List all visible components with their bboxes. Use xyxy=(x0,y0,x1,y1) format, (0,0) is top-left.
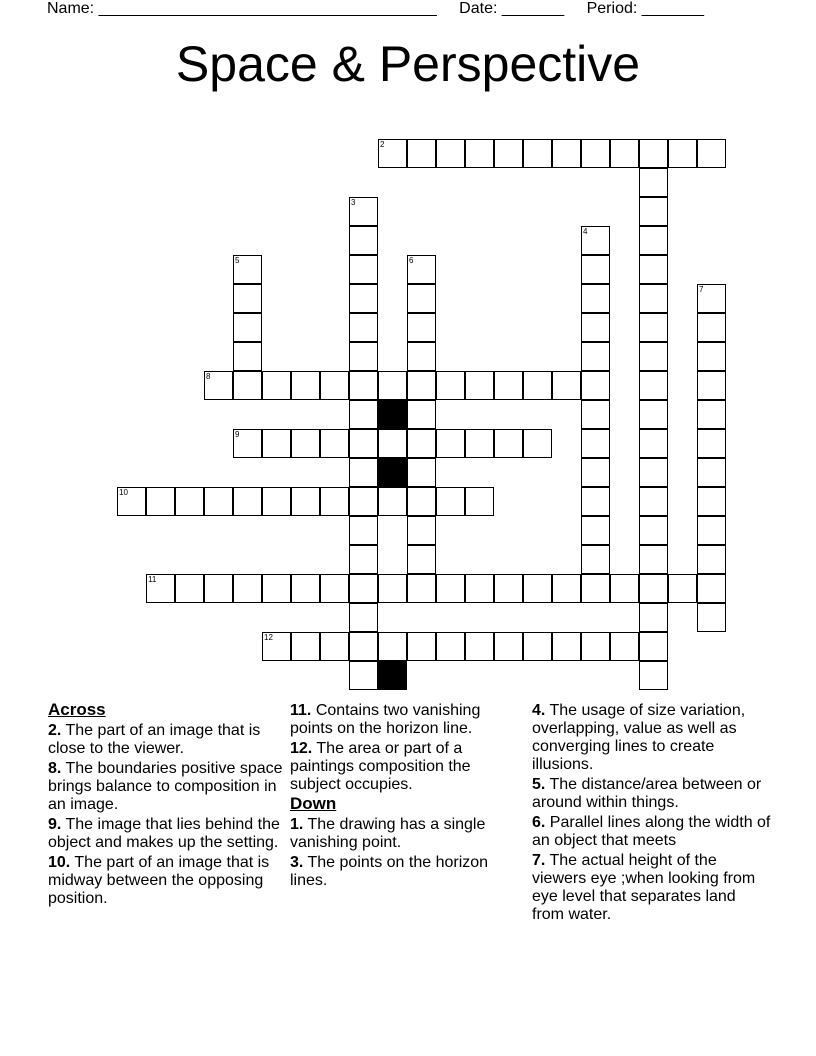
crossword-cell[interactable] xyxy=(378,139,407,168)
crossword-cell[interactable] xyxy=(581,400,610,429)
down-clues-column-3 xyxy=(532,702,772,924)
crossword-cell[interactable] xyxy=(407,313,436,342)
clue-across-11: 11. Contains two vanishing points on the horizon line. xyxy=(290,702,481,737)
crossword-cell[interactable] xyxy=(349,429,378,458)
crossword-cell[interactable] xyxy=(349,342,378,371)
crossword-cell[interactable] xyxy=(378,487,407,516)
crossword-cell[interactable] xyxy=(581,458,610,487)
crossword-cell[interactable] xyxy=(262,487,291,516)
clue-number: 5 xyxy=(235,256,240,265)
clue-down-3: 3. The points on the horizon lines. xyxy=(290,854,489,889)
crossword-cell[interactable] xyxy=(581,313,610,342)
clue-across-12: 12. The area or part of a paintings composition the subject occupies. xyxy=(290,740,471,793)
clues-column-2 xyxy=(290,702,518,890)
crossword-cell[interactable] xyxy=(378,574,407,603)
crossword-cell[interactable] xyxy=(581,342,610,371)
crossword-cell[interactable] xyxy=(117,487,146,516)
crossword-cell[interactable] xyxy=(407,342,436,371)
crossword-cell[interactable] xyxy=(639,342,668,371)
crossword-cell[interactable] xyxy=(349,545,378,574)
crossword-cell[interactable] xyxy=(639,197,668,226)
crossword-cell[interactable] xyxy=(407,429,436,458)
across-clues-column-1 xyxy=(48,700,284,908)
crossword-cell[interactable] xyxy=(523,429,552,458)
crossword-cell[interactable] xyxy=(204,487,233,516)
clue-number: 12 xyxy=(264,633,273,642)
crossword-cell[interactable] xyxy=(697,284,726,313)
crossword-cell[interactable] xyxy=(233,429,262,458)
crossword-cell[interactable] xyxy=(610,632,639,661)
clue-across-10: 10. The part of an image that is midway between the opposing position. xyxy=(48,854,270,907)
clue-number: 2 xyxy=(380,140,385,149)
crossword-cell[interactable] xyxy=(610,574,639,603)
crossword-cell[interactable] xyxy=(320,574,349,603)
clue-number: 4 xyxy=(583,227,588,236)
crossword-cell[interactable] xyxy=(639,661,668,690)
crossword-cell[interactable] xyxy=(581,139,610,168)
crossword-cell[interactable] xyxy=(407,371,436,400)
crossword-cell[interactable] xyxy=(175,574,204,603)
crossword-cell[interactable] xyxy=(639,139,668,168)
crossword-cell[interactable] xyxy=(494,139,523,168)
crossword-cell[interactable] xyxy=(697,342,726,371)
down-heading: Down xyxy=(290,794,337,813)
crossword-cell[interactable] xyxy=(349,284,378,313)
clue-down-6: 6. Parallel lines along the width of an object that meets xyxy=(532,814,771,849)
crossword-cell[interactable] xyxy=(407,284,436,313)
crossword-cell[interactable] xyxy=(378,632,407,661)
crossword-cell[interactable] xyxy=(233,284,262,313)
crossword-cell[interactable] xyxy=(465,574,494,603)
crossword-cell[interactable] xyxy=(581,516,610,545)
student-info-header xyxy=(47,0,704,18)
clue-across-9: 9. The image that lies behind the object and makes up the setting. xyxy=(48,816,280,851)
crossword-cell[interactable] xyxy=(233,371,262,400)
crossword-cell[interactable] xyxy=(407,255,436,284)
clue-number: 6 xyxy=(409,256,414,265)
page-title: Space & Perspective xyxy=(175,36,641,92)
clue-number: 3 xyxy=(351,198,356,207)
crossword-cell[interactable] xyxy=(581,255,610,284)
crossword-cell[interactable] xyxy=(436,429,465,458)
crossword-cell[interactable] xyxy=(668,139,697,168)
crossword-cell[interactable] xyxy=(581,545,610,574)
crossword-cell[interactable] xyxy=(581,371,610,400)
crossword-cell[interactable] xyxy=(320,371,349,400)
crossword-cell[interactable] xyxy=(697,400,726,429)
crossword-cell[interactable] xyxy=(436,371,465,400)
crossword-cell[interactable] xyxy=(407,458,436,487)
clue-across-8: 8. The boundaries positive space brings balance to composition in an image. xyxy=(48,760,283,813)
crossword-cell[interactable] xyxy=(581,574,610,603)
crossword-cell[interactable] xyxy=(349,661,378,690)
crossword-cell[interactable] xyxy=(436,574,465,603)
clue-number: 7 xyxy=(699,285,704,294)
crossword-cell[interactable] xyxy=(639,516,668,545)
crossword-cell[interactable] xyxy=(581,429,610,458)
crossword-cell[interactable] xyxy=(233,574,262,603)
crossword-cell[interactable] xyxy=(233,313,262,342)
crossword-cell[interactable] xyxy=(407,139,436,168)
crossword-cell[interactable] xyxy=(175,487,204,516)
crossword-cell[interactable] xyxy=(262,574,291,603)
crossword-cell[interactable] xyxy=(204,371,233,400)
crossword-cell[interactable] xyxy=(697,516,726,545)
name-field[interactable]: Name: ______________________________________ xyxy=(47,0,437,17)
crossword-cell[interactable] xyxy=(349,487,378,516)
clue-down-5: 5. The distance/area between or around within things. xyxy=(532,776,762,811)
crossword-cell[interactable] xyxy=(349,574,378,603)
crossword-cell[interactable] xyxy=(697,371,726,400)
crossword-cell[interactable] xyxy=(697,429,726,458)
clue-across-2: 2. The part of an image that is close to the viewer. xyxy=(48,722,261,757)
crossword-cell[interactable] xyxy=(552,139,581,168)
crossword-cell[interactable] xyxy=(465,429,494,458)
crossword-cell[interactable] xyxy=(465,487,494,516)
crossword-cell[interactable] xyxy=(320,429,349,458)
crossword-cell[interactable] xyxy=(494,429,523,458)
crossword-cell[interactable] xyxy=(697,487,726,516)
across-heading: Across xyxy=(48,700,106,719)
crossword-cell[interactable] xyxy=(697,545,726,574)
crossword-cell[interactable] xyxy=(262,371,291,400)
crossword-cell[interactable] xyxy=(146,487,175,516)
clue-down-4: 4. The usage of size variation, overlapping, value as well as converging lines to create illusions. xyxy=(532,702,746,773)
crossword-cell[interactable] xyxy=(639,284,668,313)
crossword-cell[interactable] xyxy=(639,168,668,197)
crossword-cell[interactable] xyxy=(291,632,320,661)
crossword-cell[interactable] xyxy=(291,487,320,516)
clue-number: 9 xyxy=(235,430,240,439)
crossword-cell[interactable] xyxy=(697,574,726,603)
crossword-cell[interactable] xyxy=(494,574,523,603)
crossword-cell[interactable] xyxy=(436,139,465,168)
crossword-cell[interactable] xyxy=(639,313,668,342)
crossword-cell[interactable] xyxy=(639,226,668,255)
crossword-cell[interactable] xyxy=(233,342,262,371)
crossword-cell[interactable] xyxy=(407,545,436,574)
crossword-cell[interactable] xyxy=(697,313,726,342)
crossword-cell[interactable] xyxy=(465,371,494,400)
crossword-cell[interactable] xyxy=(349,255,378,284)
crossword-cell[interactable] xyxy=(407,400,436,429)
crossword-cell[interactable] xyxy=(465,139,494,168)
crossword-cell[interactable] xyxy=(639,255,668,284)
crossword-cell[interactable] xyxy=(552,632,581,661)
crossword-cell[interactable] xyxy=(552,574,581,603)
crossword-cell[interactable] xyxy=(349,313,378,342)
crossword-cell[interactable] xyxy=(494,632,523,661)
crossword-cell[interactable] xyxy=(523,632,552,661)
crossword-cell[interactable] xyxy=(407,487,436,516)
black-square xyxy=(378,661,407,690)
crossword-cell[interactable] xyxy=(378,429,407,458)
crossword-cell[interactable] xyxy=(552,371,581,400)
crossword-cell[interactable] xyxy=(233,255,262,284)
crossword-cell[interactable] xyxy=(407,632,436,661)
crossword-cell[interactable] xyxy=(233,487,262,516)
crossword-cell[interactable] xyxy=(639,371,668,400)
crossword-cell[interactable] xyxy=(146,574,175,603)
date-field[interactable]: Date: _______ xyxy=(459,0,565,17)
crossword-cell[interactable] xyxy=(639,487,668,516)
crossword-cell[interactable] xyxy=(697,603,726,632)
crossword-cell[interactable] xyxy=(349,371,378,400)
clue-down-7: 7. The actual height of the viewers eye ;when looking from eye level that separates land from water. xyxy=(532,852,756,923)
black-square xyxy=(378,400,407,429)
crossword-cell[interactable] xyxy=(697,458,726,487)
black-square xyxy=(378,458,407,487)
crossword-cell[interactable] xyxy=(523,574,552,603)
crossword-cell[interactable] xyxy=(349,458,378,487)
crossword-cell[interactable] xyxy=(639,603,668,632)
crossword-cell[interactable] xyxy=(523,139,552,168)
crossword-cell[interactable] xyxy=(436,632,465,661)
crossword-cell[interactable] xyxy=(581,487,610,516)
crossword-cell[interactable] xyxy=(581,284,610,313)
crossword-cell[interactable] xyxy=(436,487,465,516)
crossword-cell[interactable] xyxy=(494,371,523,400)
clue-down-1: 1. The drawing has a single vanishing point. xyxy=(290,816,486,851)
crossword-cell[interactable] xyxy=(320,632,349,661)
crossword-cell[interactable] xyxy=(291,574,320,603)
crossword-cell[interactable] xyxy=(639,400,668,429)
crossword-cell[interactable] xyxy=(349,603,378,632)
crossword-cell[interactable] xyxy=(639,574,668,603)
crossword-cell[interactable] xyxy=(291,429,320,458)
crossword-cell[interactable] xyxy=(697,139,726,168)
clue-number: 11 xyxy=(148,575,157,584)
crossword-cell[interactable] xyxy=(639,545,668,574)
clue-number: 10 xyxy=(119,488,128,497)
crossword-cell[interactable] xyxy=(349,632,378,661)
crossword-cell[interactable] xyxy=(523,371,552,400)
crossword-cell[interactable] xyxy=(407,516,436,545)
crossword-cell[interactable] xyxy=(349,226,378,255)
crossword-cell[interactable] xyxy=(639,458,668,487)
crossword-cell[interactable] xyxy=(349,400,378,429)
crossword-cell[interactable] xyxy=(581,226,610,255)
crossword-cell[interactable] xyxy=(407,574,436,603)
crossword-cell[interactable] xyxy=(262,632,291,661)
crossword-cell[interactable] xyxy=(349,197,378,226)
crossword-cell[interactable] xyxy=(204,574,233,603)
crossword-cell[interactable] xyxy=(320,487,349,516)
clue-number: 8 xyxy=(206,372,211,381)
crossword-cell[interactable] xyxy=(378,371,407,400)
crossword-cell[interactable] xyxy=(581,632,610,661)
crossword-cell[interactable] xyxy=(291,371,320,400)
crossword-cell[interactable] xyxy=(610,139,639,168)
crossword-cell[interactable] xyxy=(349,516,378,545)
crossword-cell[interactable] xyxy=(639,632,668,661)
crossword-cell[interactable] xyxy=(668,574,697,603)
crossword-cell[interactable] xyxy=(639,429,668,458)
period-field[interactable]: Period: _______ xyxy=(586,0,705,17)
crossword-cell[interactable] xyxy=(465,632,494,661)
crossword-cell[interactable] xyxy=(262,429,291,458)
